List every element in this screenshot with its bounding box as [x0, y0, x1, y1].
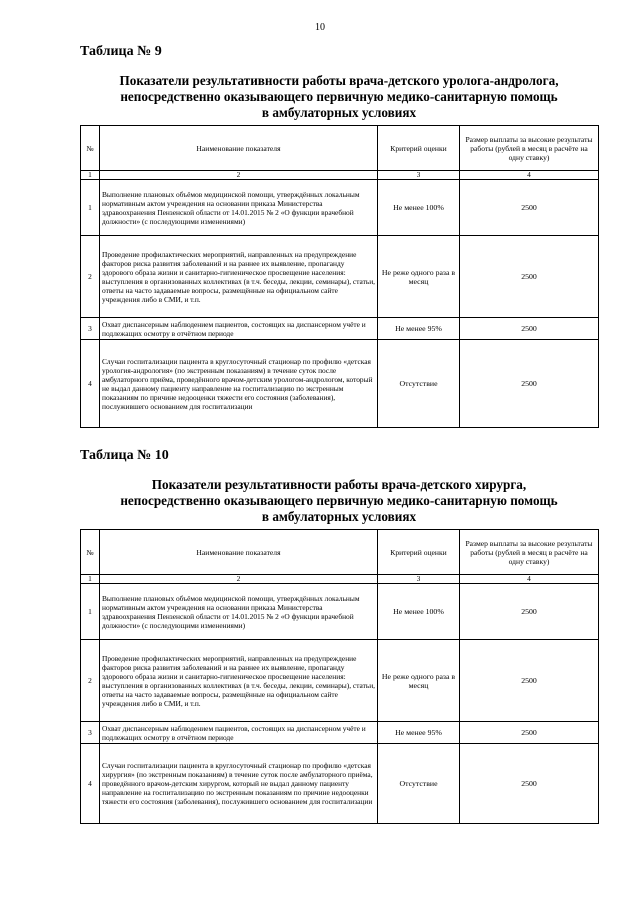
table-10-section	[80, 448, 598, 824]
index-cell: 4	[460, 171, 599, 180]
index-cell: 3	[378, 575, 460, 584]
row-indicator-name: Случаи госпитализации пациента в круглосуточный стационар по профилю «детская урология-андрология» (по экстренным показаниям) в течение суток после амбулаторного приёма, проведённого врачом-детским урологом-андрологом, который не выдал данному пациенту направление на госпитализацию по экстренным показаниям по причине недооценки тяжести его состояния (заболевания), послужившего основанием для госпитализации	[100, 340, 378, 428]
table-title-line: непосредственно оказывающего первичную медико-санитарную помощь	[120, 89, 558, 104]
index-cell: 1	[81, 171, 100, 180]
row-criterion: Отсутствие	[378, 340, 460, 428]
row-payment: 2500	[460, 744, 599, 824]
row-number: 1	[81, 584, 100, 640]
row-payment: 2500	[460, 236, 599, 318]
table-label: Таблица № 10	[80, 448, 169, 463]
header-cell-name: Наименование показателя	[100, 126, 378, 171]
row-number: 3	[81, 722, 100, 744]
header-cell-payment: Размер выплаты за высокие результаты работы (рублей в месяц в расчёте на одну ставку)	[460, 530, 599, 575]
index-cell: 2	[100, 575, 378, 584]
indicators-table	[80, 529, 599, 824]
header-cell-criterion: Критерий оценки	[378, 530, 460, 575]
row-criterion: Не реже одного раза в месяц	[378, 236, 460, 318]
row-criterion: Не менее 95%	[378, 318, 460, 340]
header-cell-payment: Размер выплаты за высокие результаты работы (рублей в месяц в расчёте на одну ставку)	[460, 126, 599, 171]
row-payment: 2500	[460, 722, 599, 744]
header-cell-number: №	[81, 530, 100, 575]
page-number: 10	[315, 22, 325, 33]
header-cell-name: Наименование показателя	[100, 530, 378, 575]
table-title-line: в амбулаторных условиях	[261, 509, 417, 524]
index-cell: 2	[100, 171, 378, 180]
row-payment: 2500	[460, 340, 599, 428]
index-cell: 3	[378, 171, 460, 180]
table-row	[81, 584, 599, 640]
row-number: 2	[81, 236, 100, 318]
row-indicator-name: Проведение профилактических мероприятий, направленных на предупреждение факторов риска развития заболеваний и на раннее их выявление, пропаганду здорового образа жизни и санитарно-гигиеническое просвещение населения: выступления в организованных коллективах (в т.ч. беседы, лекции, семинары), статьи, ответы на часто задаваемые вопросы, размещённые на официальном сайте учреждения либо в СМИ, и т.п.	[100, 640, 378, 722]
index-cell: 4	[460, 575, 599, 584]
table-row	[81, 722, 599, 744]
table-title-line: Показатели результативности работы врача-детского уролога-андролога,	[119, 73, 559, 88]
table-row	[81, 340, 599, 428]
column-index-row	[81, 575, 599, 584]
indicators-table	[80, 125, 599, 428]
table-row	[81, 318, 599, 340]
row-criterion: Не менее 100%	[378, 584, 460, 640]
table-title-line: в амбулаторных условиях	[261, 105, 417, 120]
row-criterion: Не менее 95%	[378, 722, 460, 744]
row-criterion: Отсутствие	[378, 744, 460, 824]
row-indicator-name: Выполнение плановых объёмов медицинской помощи, утверждённых локальным нормативным актом учреждения на основании приказа Министерства здравоохранения Пензенской области от 14.01.2015 № 2 «О функции врачебной должности» (с последующими изменениями)	[100, 180, 378, 236]
index-cell: 1	[81, 575, 100, 584]
column-index-row	[81, 171, 599, 180]
header-row	[81, 530, 599, 575]
row-number: 3	[81, 318, 100, 340]
row-number: 2	[81, 640, 100, 722]
row-payment: 2500	[460, 318, 599, 340]
header-row	[81, 126, 599, 171]
row-number: 4	[81, 744, 100, 824]
table-title-line: Показатели результативности работы врача-детского хирурга,	[151, 477, 527, 492]
table-9-section	[80, 44, 598, 428]
row-indicator-name: Выполнение плановых объёмов медицинской помощи, утверждённых локальным нормативным актом учреждения на основании приказа Министерства здравоохранения Пензенской области от 14.01.2015 № 2 «О функции врачебной должности» (с последующими изменениями)	[100, 584, 378, 640]
row-criterion: Не реже одного раза в месяц	[378, 640, 460, 722]
header-cell-number: №	[81, 126, 100, 171]
table-row	[81, 744, 599, 824]
row-indicator-name: Охват диспансерным наблюдением пациентов, состоящих на диспансерном учёте и подлежащих осмотру в отчётном периоде	[100, 318, 378, 340]
header-cell-criterion: Критерий оценки	[378, 126, 460, 171]
row-number: 1	[81, 180, 100, 236]
row-payment: 2500	[460, 640, 599, 722]
table-row	[81, 640, 599, 722]
row-payment: 2500	[460, 584, 599, 640]
row-indicator-name: Случаи госпитализации пациента в круглосуточный стационар по профилю «детская хирургия» (по экстренным показаниям) в течение суток после амбулаторного приёма, проведённого врачом-детским хирургом, который не выдал данному пациенту направление на госпитализацию по экстренным показаниям по причине недооценки тяжести его состояния (заболевания), послужившего основанием для госпитализации	[100, 744, 378, 824]
row-payment: 2500	[460, 180, 599, 236]
table-label: Таблица № 9	[80, 44, 162, 59]
table-title-line: непосредственно оказывающего первичную медико-санитарную помощь	[120, 493, 558, 508]
row-number: 4	[81, 340, 100, 428]
row-indicator-name: Охват диспансерным наблюдением пациентов, состоящих на диспансерном учёте и подлежащих осмотру в отчётном периоде	[100, 722, 378, 744]
table-row	[81, 180, 599, 236]
row-criterion: Не менее 100%	[378, 180, 460, 236]
row-indicator-name: Проведение профилактических мероприятий, направленных на предупреждение факторов риска развития заболеваний и на раннее их выявление, пропаганду здорового образа жизни и санитарно-гигиеническое просвещение населения: выступления в организованных коллективах (в т.ч. беседы, лекции, семинары), статьи, ответы на часто задаваемые вопросы, размещённые на официальном сайте учреждения либо в СМИ, и т.п.	[100, 236, 378, 318]
table-row	[81, 236, 599, 318]
